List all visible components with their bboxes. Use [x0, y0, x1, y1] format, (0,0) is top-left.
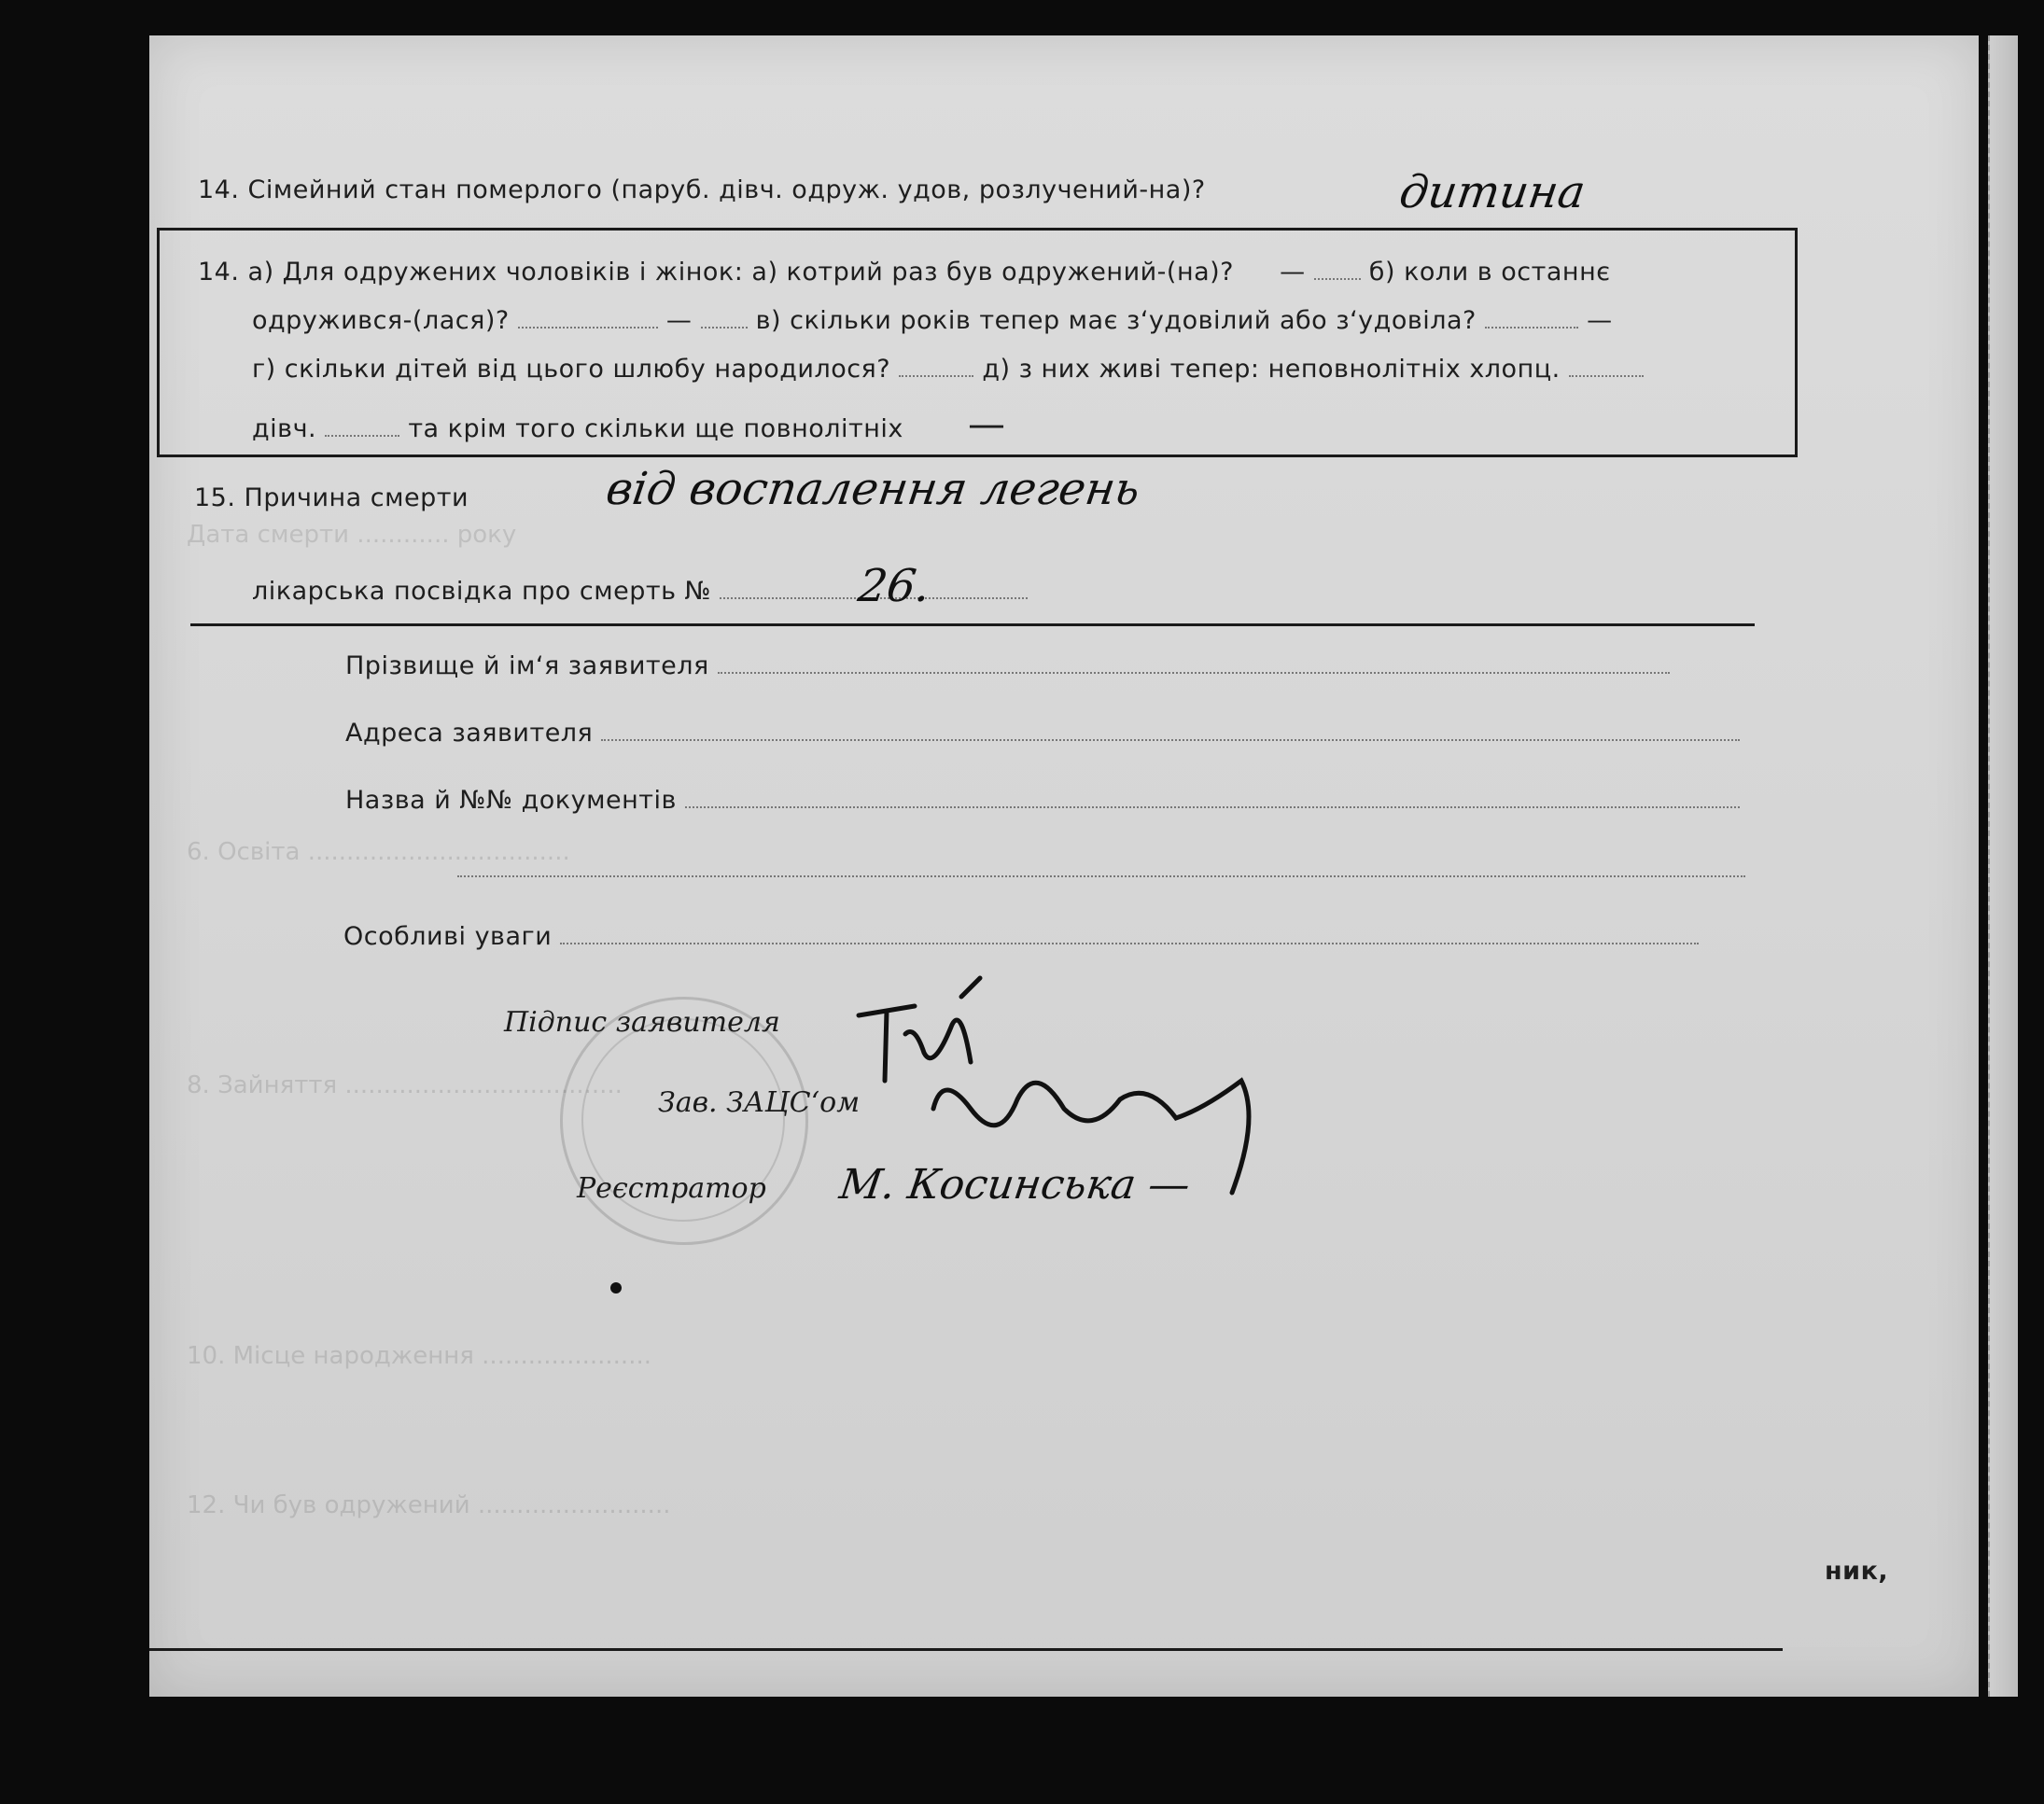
ink-dot [610, 1282, 622, 1294]
q15-label: 15. Причина смерти [194, 483, 469, 512]
sig-applicant-label: Підпис заявителя [504, 1006, 780, 1039]
q14a-line4 [252, 403, 1005, 446]
q14a-line4-dash: — [967, 403, 1006, 446]
applicant-address-label: Адреса заявителя [345, 719, 594, 748]
document-sheet: Дата смерти ............ року 6. Освіта .................................. 8. Зайняття .................................... 10. Місце народження ...................... 12. Чи був одружений ......................... 14. Сімейний стан померлого (паруб. дівч. одруж. удов, розлучений-на)? дитина 14. а) Для одружених чоловіків і жінок: а) котрий раз був одружений-(на)? — б) коли в останнє одружився-(лася)? — в) скільки років тепер має з‘удовілий або з‘удовіла? — г) скільки дітей від цього шлюбу народилося? д) з них живі тепер: неповнолітніх хлопц. дівч. та крім того скільки ще повнолітніх — 15. Причина смерти від воспалення легень лікарська посвідка про смерть № 26. Прізвище й ім‘я заявителя Адреса заявителя Назва й №№ документів Особливі уваги Підпис заявителя Зав. ЗАЦС‘ом Реєстратор М. Косинська — ник, [149, 35, 1979, 1697]
applicant-name-line [345, 651, 1670, 680]
q14a-line2-text: одружився-(лася)? [252, 306, 510, 335]
q14-label: 14. Сімейний стан померлого (паруб. дівч. одруж. удов, розлучений-на)? [198, 175, 1206, 204]
documents-line [345, 786, 1740, 815]
blank-line [457, 855, 1745, 884]
sig-registrar-label: Реєстратор [577, 1172, 766, 1205]
documents-label: Назва й №№ документів [345, 786, 677, 815]
section-divider [190, 623, 1755, 626]
q14a-line1-dash: — [1280, 258, 1306, 287]
cert-label: лікарська посвідка про смерть № [252, 577, 712, 606]
notes-label: Особливі уваги [343, 922, 553, 951]
q15-answer: від воспалення легень [603, 463, 1143, 515]
applicant-name-label: Прізвище й ім‘я заявителя [345, 651, 709, 680]
q14a-line2-dash2: — [1587, 306, 1613, 335]
q14a-line4-b: та крім того скільки ще повнолітніх [408, 414, 903, 443]
q14a-line2-b: в) скільки років тепер має з‘удовілий або з‘удовіла? [755, 306, 1477, 335]
notes-line [343, 922, 1699, 951]
q14a-line4-text: дівч. [252, 414, 317, 443]
sig-registrar-hand: М. Косинська — [836, 1161, 1194, 1209]
cert-answer: 26. [855, 560, 934, 612]
q14a-line2-dash: — [665, 306, 693, 335]
q14a-line3-text: г) скільки дітей від цього шлюбу народилося? [252, 355, 891, 384]
q14-answer: дитина [1396, 166, 1589, 218]
q14a-line1-text: 14. а) Для одружених чоловіків і жінок: а) котрий раз був одружений-(на)? [198, 258, 1235, 287]
edge-fragment: ник, [1825, 1557, 1889, 1586]
applicant-address-line [345, 719, 1740, 748]
bottom-rule [149, 1648, 1783, 1651]
q14a-line2 [252, 306, 1613, 335]
q14a-line3-b: д) з них живі тепер: неповнолітніх хлопц. [982, 355, 1561, 384]
q14a-line3 [252, 355, 1644, 384]
sig-head-label: Зав. ЗАЦС‘ом [658, 1086, 861, 1119]
q14a-line1 [198, 258, 1611, 287]
q14a-line1-b: б) коли в останнє [1368, 258, 1611, 287]
torn-edge [1988, 35, 2018, 1697]
